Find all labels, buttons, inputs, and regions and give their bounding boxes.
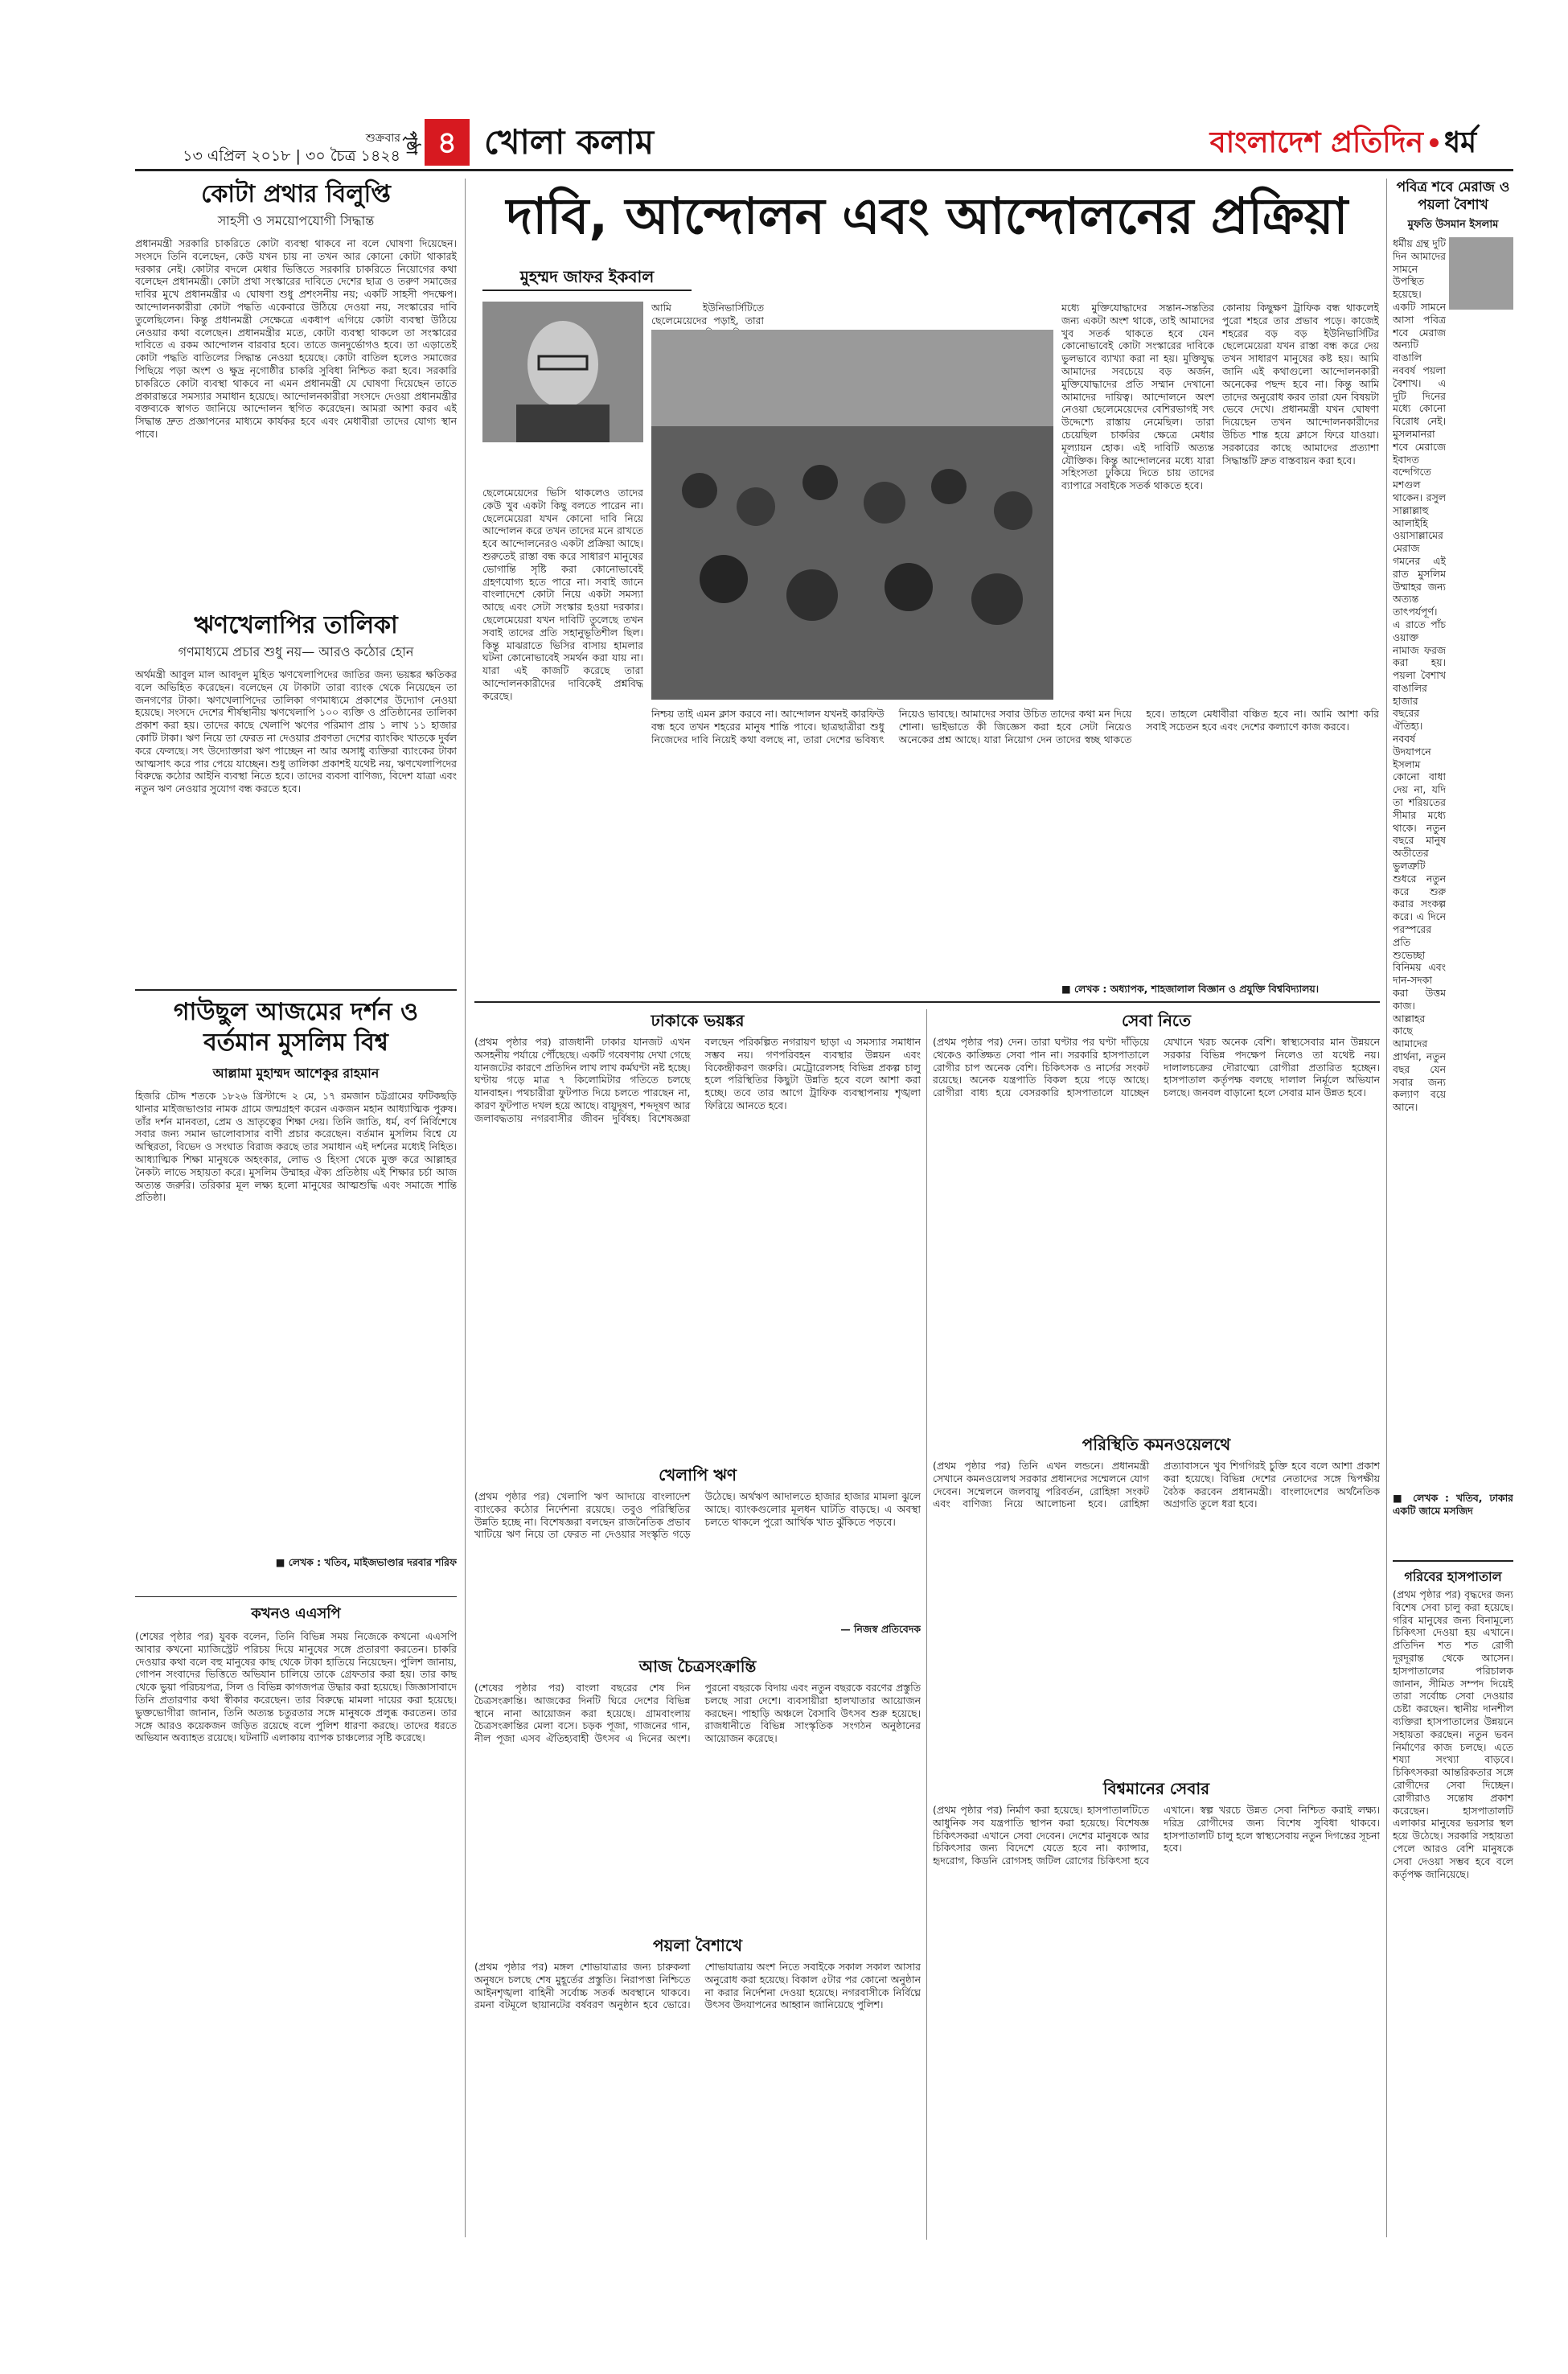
ssp-title: কখনও এএসপি: [251, 1605, 341, 1622]
poor-hospital-title: গরিবের হাসপাতাল: [1404, 1569, 1502, 1584]
main-article-lead: আমি ইউনিভার্সিটিতে ছেলেমেয়েদের পড়াই, তারা: [651, 302, 764, 327]
issue-day: শুক্রবার: [365, 132, 400, 145]
main-article-col3: কোনায় কিছুক্ষণ ট্রাফিক বন্ধ থাকলেই পুরো শহরে তার প্রভাব পড়ে। কাজেই শহরের বড় বড় ইউনিভার্সিটির ছেলেমেয়েরা যখন রাস্তা বন্ধ করে দেয় তখন সাধারণ মানুষের কষ্ট হয়। আমি জানি এই কথাগুলো আন্দোলনকারী অনেকের পছন্দ হবে না। কিন্তু আমি তাদের অনুরোধ করব তারা যেন বিষয়টা ভেবে দেখে। প্রধানমন্ত্রী যখন ঘোষণা দিয়েছেন তখন আন্দোলনকারীদের উচিত শান্ত হয়ে ক্লাসে ফিরে যাওয়া। সরকারের কাছে আমাদের প্রত্যাশা সিদ্ধান্তটি দ্রুত বাস্তবায়ন করা হবে।: [1222, 302, 1379, 466]
loan-body: অর্থমন্ত্রী আবুল মাল আবদুল মুহিত ঋণখেলাপিদের জাতির জন্য ভয়ঙ্কর ক্ষতিকর বলে অভিহিত করেছেন। বলেছেন যে টাকাটা তারা ব্যাংক থেকে নিয়েছেন তা জনগণের টাকা। ঋণখেলাপিদের তালিকা গণমাধ্যমে প্রকাশের উদ্যোগ নেওয়া হয়েছে। সংসদে দেশের শীর্ষস্থানীয় ঋণখেলাপি ১০০ ব্যক্তি ও প্রতিষ্ঠানের তালিকা প্রকাশ করা হয়। তাদের কাছে খেলাপি ঋণের পরিমাণ প্রায় ১ লাখ ১১ হাজার কোটি টাকা। ঋণ নিয়ে তা ফেরত না দেওয়ার প্রবণতা দেশের ব্যাংকিং খাতকে দুর্বল করে ফেলছে। সৎ উদ্যোক্তারা ঋণ পাচ্ছেন না আর অসাধু ব্যক্তিরা ব্যাংকের টাকা আত্মসাৎ করে পার পেয়ে যাচ্ছেন। শুধু তালিকা প্রকাশই যথেষ্ট নয়, ঋণখেলাপিদের বিরুদ্ধে কঠোর আইনি ব্যবস্থা নিতে হবে। তাদের ব্যবসা বাণিজ্য, বিদেশ যাত্রা এবং নতুন ঋণ নেওয়ার সুযোগ বন্ধ করতে হবে।: [135, 668, 457, 795]
page-number-box: [425, 119, 470, 166]
editorial-quota: [135, 179, 457, 605]
bishwa-title: বিশ্বমানের সেবার: [1102, 1779, 1210, 1798]
main-article-author-note: ■ লেখক : অধ্যাপক, শাহজালাল বিজ্ঞান ও প্রযুক্তি বিশ্ববিদ্যালয়।: [1061, 983, 1320, 995]
author-portrait-icon: [482, 302, 643, 442]
khelapi-title: খেলাপি ঋণ: [659, 1465, 737, 1485]
khelapi-body: (প্রথম পৃষ্ঠার পর) খেলাপি ঋণ আদায়ে বাংলাদেশ ব্যাংকের কঠোর নির্দেশনা রয়েছে। তবুও পরিস্থিতির উন্নতি হচ্ছে না। বিশেষজ্ঞরা বলছেন রাজনৈতিক প্রভাব খাটিয়ে ঋণ নিয়ে তা ফেরত না দেওয়ার সংস্কৃতি গড়ে উঠেছে। অর্থঋণ আদালতে হাজার হাজার মামলা ঝুলে আছে। ব্যাংকগুলোর মূলধন ঘাটতি বাড়ছে। এ অবস্থা চলতে থাকলে পুরো আর্থিক খাত ঝুঁকিতে পড়বে।: [474, 1490, 921, 1541]
main-article-col1: ছেলেমেয়েদের ভিসি থাকলেও তাদের কেউ খুব একটা কিছু বলতে পারেন না। ছেলেমেয়েরা যখন কোনো দাবি নিয়ে আন্দোলন করে তখন তাদের মনে রাখতে হবে আন্দোলনেরও একটা প্রক্রিয়া আছে। শুরুতেই রাস্তা বন্ধ করে সাধারণ মানুষের ভোগান্তি সৃষ্টি করা কোনোভাবেই গ্রহণযোগ্য হতে পারে না। সবাই জানে বাংলাদেশে কোটা নিয়ে একটা সমস্যা আছে এবং সেটা সংস্কার হওয়া দরকার। ছেলেমেয়েরা যখন দাবিটি তুলেছে তখন সবাই তাদের প্রতি সহানুভূতিশীল ছিল। কিন্তু মাঝরাতে ভিসির বাসায় হামলার ঘটনা কোনোভাবেই সমর্থন করা যায় না। যারা এই কাজটি করেছে তারা আন্দোলনকারীদের দাবিকেই প্রশ্নবিদ্ধ করেছে।: [482, 487, 643, 702]
main-article-byline: মুহম্মদ জাফর ইকবাল: [519, 267, 655, 286]
section-title: খোলা কলাম: [484, 122, 655, 162]
meraj-body: ধর্মীয় গ্রন্থ দুটি দিন আমাদের সামনে উপস্থিত হয়েছে। একটি সামনে আসা পবিত্র শবে মেরাজ অন্যটি বাঙালি নববর্ষ পয়লা বৈশাখ। এ দুটি দিনের মধ্যে কোনো বিরোধ নেই। মুসলমানরা শবে মেরাজে ইবাদত বন্দেগিতে মশগুল থাকেন। রসুল সাল্লাল্লাহু আলাইহি ওয়াসাল্লামের মেরাজ গমনের এই রাত মুসলিম উম্মাহর জন্য অত্যন্ত তাৎপর্যপূর্ণ। এ রাতে পাঁচ ওয়াক্ত নামাজ ফরজ করা হয়। পয়লা বৈশাখ বাঙালির হাজার বছরের ঐতিহ্য। নববর্ষ উদযাপনে ইসলাম কোনো বাধা দেয় না, যদি তা শরিয়তের সীমার মধ্যে থাকে। নতুন বছরে মানুষ অতীতের ভুলত্রুটি শুধরে নতুন করে শুরু করার সংকল্প করে। এ দিনে পরস্পরের প্রতি শুভেচ্ছা বিনিময় এবং দান-সদকা করা উত্তম কাজ। আল্লাহর কাছে আমাদের প্রার্থনা, নতুন বছর যেন সবার জন্য কল্যাণ বয়ে আনে।: [1393, 237, 1446, 1114]
article-poor-hospital: [1393, 1567, 1513, 2238]
chaitra-body: (শেষের পৃষ্ঠার পর) বাংলা বছরের শেষ দিন চৈত্রসংক্রান্তি। আজকের দিনটি ঘিরে দেশের বিভিন্ন স্থানে নানা আয়োজন করা হয়েছে। গ্রামবাংলায় চৈত্রসংক্রান্তির মেলা বসে। চড়ক পূজা, গাজনের গান, নীল পূজা এসব ঐতিহ্যবাহী উৎসব এ দিনের অংশ। পুরনো বছরকে বিদায় এবং নতুন বছরকে বরণের প্রস্তুতি চলছে সারা দেশে। ব্যবসায়ীরা হালখাতার আয়োজন করছেন। পাহাড়ি অঞ্চলে বৈসাবি উৎসব শুরু হয়েছে। রাজধানীতে বিভিন্ন সাংস্কৃতিক সংগঠন অনুষ্ঠানের আয়োজন করেছে।: [474, 1682, 921, 1745]
khelapi-note: — নিজস্ব প্রতিবেদক: [840, 1623, 921, 1635]
dhaka-body: (প্রথম পৃষ্ঠার পর) রাজধানী ঢাকার যানজট এখন অসহনীয় পর্যায়ে পৌঁছেছে। একটি গবেষণায় দেখা গেছে যানজটের কারণে প্রতিদিন লাখ লাখ কর্মঘণ্টা নষ্ট হচ্ছে। ঘণ্টায় গড়ে মাত্র ৭ কিলোমিটার গতিতে চলছে যানবাহন। পথচারীরা ফুটপাত দিয়ে চলতে পারছেন না, কারণ ফুটপাত দখল হয়ে আছে। বায়ুদূষণ, শব্দদূষণ আর জলাবদ্ধতায় নগরবাসীর জীবন দুর্বিষহ। বিশেষজ্ঞরা বলছেন পরিকল্পিত নগরায়ণ ছাড়া এ সমস্যার সমাধান সম্ভব নয়। গণপরিবহন ব্যবস্থার উন্নয়ন এবং বিকেন্দ্রীকরণ জরুরি। মেট্রোরেলসহ বিভিন্ন প্রকল্প চালু হলে পরিস্থিতির কিছুটা উন্নতি হবে বলে আশা করা হচ্ছে। তবে তার আগে ট্রাফিক ব্যবস্থাপনায় শৃঙ্খলা ফিরিয়ে আনতে হবে।: [474, 1036, 921, 1124]
column-separator-left: [465, 179, 466, 2237]
article-meraj: [1393, 179, 1513, 1554]
byline-rule: [482, 290, 692, 291]
article-ghausul: [135, 997, 457, 1592]
meraj-author-note: ■ লেখক : খতিব, ঢাকার একটি জামে মসজিদ: [1393, 1492, 1513, 1517]
ghausul-title-2: বর্তমান মুসলিম বিশ্ব: [203, 1029, 388, 1057]
loan-title: ঋণখেলাপির তালিকা: [194, 611, 398, 639]
divider-main: [474, 1001, 1380, 1003]
meraj-byline: মুফতি উসমান ইসলাম: [1407, 219, 1499, 231]
article-chaitra: [474, 1655, 921, 1928]
quota-body: প্রধানমন্ত্রী সরকারি চাকরিতে কোটা ব্যবস্থা থাকবে না বলে ঘোষণা দিয়েছেন। সংসদে তিনি বলেছেন, কেউ যখন চায় না তখন আর কোনো কোটা থাকারই দরকার নেই। কোটার বদলে মেধার ভিত্তিতে সরকারি চাকরিতে নিয়োগের কথা বলেছেন প্রধানমন্ত্রী। কোটা প্রথা সংস্কারের দাবিতে দেশের ছাত্র ও তরুণ সমাজের দাবির মুখে প্রধানমন্ত্রীর এ ঘোষণা শুধু প্রশংসনীয় নয়; একটি সাহসী পদক্ষেপ। আন্দোলনকারীরা কোটা পদ্ধতি একেবারে উঠিয়ে দেওয়া নয়, সংস্কারের দাবি তুলেছিলেন। কিন্তু প্রধানমন্ত্রী সেক্ষেত্রে একধাপ এগিয়ে কোটা ব্যবস্থা উঠিয়ে নেওয়ার কথা বলেছেন। প্রধানমন্ত্রীর মতে, কোটা ব্যবস্থা থাকলে তা সংস্কারের দাবিতে এ রকম আন্দোলন বারবার হবে। তাতে জনদুর্ভোগও হবে। তা এড়াতেই কোটা পদ্ধতি বাতিলের সিদ্ধান্ত নেওয়া হয়েছে। কোটা বাতিল হলেও সমাজের পিছিয়ে পড়া অংশ ও ক্ষুদ্র নৃগোষ্ঠীর চাকরি সুবিধা নিশ্চিত করা হবে। সরকারি চাকরিতে কোটা ব্যবস্থা থাকবে না এমন প্রধানমন্ত্রী যে ঘোষণা দিয়েছেন তাতে প্রকারান্তরে সমস্যার সমাধান হয়েছে। আন্দোলনকারীরা সংসদে দেওয়া প্রধানমন্ত্রীর বক্তব্যকে স্বাগত জানিয়ে আন্দোলন স্থগিত করেছেন। আমরা আশা করব এই সিদ্ধান্ত দ্রুত প্রজ্ঞাপনের মাধ্যমে কার্যকর হবে এবং মেধাবীরা তাদের যোগ্য স্থান পাবে।: [135, 237, 457, 440]
quota-subtitle: সাহসী ও সময়োপযোগী সিদ্ধান্ত: [217, 213, 375, 228]
ghausul-byline: আল্লামা মুহাম্মদ আশেকুর রাহমান: [212, 1066, 380, 1081]
ghausul-body: হিজরি চৌদ্দ শতকে ১৮২৬ খ্রিস্টাব্দে ২ মে, ১৭ রমজান চট্টগ্রামের ফটিকছড়ি থানার মাইজভাণ্ডার নামক গ্রামে জন্মগ্রহণ করেন একজন মহান আধ্যাত্মিক পুরুষ। তাঁর দর্শন মানবতা, প্রেম ও ভ্রাতৃত্বের শিক্ষা দেয়। তিনি জাতি, ধর্ম, বর্ণ নির্বিশেষে সবার জন্য সমান ভালোবাসার বাণী প্রচার করেছেন। বর্তমান মুসলিম বিশ্বে যে অস্থিরতা, বিভেদ ও সংঘাত বিরাজ করছে তার সমাধান এই দর্শনের মধ্যেই নিহিত। আধ্যাত্মিক শিক্ষা মানুষকে অহংকার, লোভ ও হিংসা থেকে মুক্ত করে আল্লাহর নৈকট্য লাভে সহায়তা করে। মুসলিম উম্মাহর ঐক্য প্রতিষ্ঠায় এই শিক্ষার চর্চা আজ অত্যন্ত জরুরি। তরিকার মূল লক্ষ্য হলো মানুষের আত্মশুদ্ধি এবং সমাজে শান্তি প্রতিষ্ঠা।: [135, 1090, 457, 1204]
author-photo: [482, 302, 643, 442]
commonwealth-title: পরিস্থিতি কমনওয়েলথে: [1082, 1435, 1231, 1454]
protest-photo: [651, 330, 1053, 700]
ghausul-author-note: ■ লেখক : খতিব, মাইজভাণ্ডার দরবার শরিফ: [275, 1556, 457, 1568]
pohela-title: পয়লা বৈশাখে: [652, 1936, 743, 1955]
article-commonwealth: [933, 1433, 1380, 1771]
dhaka-title: ঢাকাকে ভয়ঙ্কর: [651, 1011, 745, 1030]
article-dhaka: [474, 1009, 921, 1460]
crowd-photo-icon: [651, 330, 1053, 700]
editorial-loan: [135, 610, 457, 988]
article-ssp: [135, 1602, 457, 2229]
main-article-title: দাবি, আন্দোলন এবং আন্দোলনের প্রক্রিয়া: [506, 187, 1348, 245]
masthead: [0, 0, 1568, 169]
divider-left-1: [135, 989, 457, 991]
pohela-body: (প্রথম পৃষ্ঠার পর) মঙ্গল শোভাযাত্রার জন্য চারুকলা অনুষদে চলছে শেষ মুহূর্তের প্রস্তুতি। নিরাপত্তা নিশ্চিতে আইনশৃঙ্খলা বাহিনী সর্বোচ্চ সতর্ক অবস্থানে থাকবে। রমনা বটমূলে ছায়ানটের বর্ষবরণ অনুষ্ঠান হবে ভোরে। শোভাযাত্রায় অংশ নিতে সবাইকে সকাল সকাল আসার অনুরোধ করা হয়েছে। বিকাল ৫টার পর কোনো অনুষ্ঠান না করার নির্দেশনা দেওয়া হয়েছে। নগরবাসীকে নির্বিঘ্নে উৎসব উদযাপনের আহ্বান জানিয়েছে পুলিশ।: [474, 1961, 921, 2011]
seba-title: সেবা নিতে: [1122, 1011, 1191, 1030]
section-dot: [1430, 138, 1439, 147]
masthead-rule: [135, 169, 1513, 171]
issue-date: ১৩ এপ্রিল ২০১৮ | ৩০ চৈত্র ১৪২৪: [183, 147, 400, 165]
poor-hospital-body: (প্রথম পৃষ্ঠার পর) বৃদ্ধদের জন্য বিশেষ সেবা চালু করা হয়েছে। গরিব মানুষের জন্য বিনামূল্যে চিকিৎসা দেওয়া হয় এখানে। প্রতিদিন শত শত রোগী দূরদূরান্ত থেকে আসেন। হাসপাতালের পরিচালক জানান, সীমিত সম্পদ দিয়েই তারা সর্বোচ্চ সেবা দেওয়ার চেষ্টা করছেন। স্থানীয় দানশীল ব্যক্তিরা হাসপাতালের উন্নয়নে সহায়তা করছেন। নতুন ভবন নির্মাণের কাজ চলছে। এতে শয্যা সংখ্যা বাড়বে। চিকিৎসকরা আন্তরিকতার সঙ্গে রোগীদের সেবা দিচ্ছেন। রোগীরাও সন্তোষ প্রকাশ করেছেন। হাসপাতালটি এলাকার মানুষের ভরসার স্থল হয়ে উঠেছে। সরকারি সহায়তা পেলে আরও বেশি মানুষকে সেবা দেওয়া সম্ভব হবে বলে কর্তৃপক্ষ জানিয়েছে।: [1393, 1588, 1513, 1880]
article-seba: [933, 1009, 1380, 1427]
chaitra-title: আজ চৈত্রসংক্রান্তি: [638, 1657, 757, 1676]
quota-title: কোটা প্রথার বিলুপ্তি: [201, 180, 391, 208]
loan-subtitle: গণমাধ্যমে প্রচার শুধু নয়— আরও কঠোর হোন: [178, 644, 414, 659]
column-separator-mid: [926, 1009, 927, 2240]
divider-right: [1393, 1560, 1513, 1562]
ssp-body: (শেষের পৃষ্ঠার পর) যুবক বলেন, তিনি বিভিন্ন সময় নিজেকে কখনো এএসপি আবার কখনো ম্যাজিস্ট্রেট পরিচয় দিয়ে মানুষের সঙ্গে প্রতারণা করতেন। চাকরি দেওয়ার কথা বলে বহু মানুষের কাছ থেকে টাকা হাতিয়ে নিয়েছেন। পুলিশ জানায়, গোপন সংবাদের ভিত্তিতে অভিযান চালিয়ে তাকে গ্রেফতার করা হয়। তার কাছ থেকে ভুয়া পরিচয়পত্র, সিল ও বিভিন্ন কাগজপত্র উদ্ধার করা হয়েছে। জিজ্ঞাসাবাদে তিনি প্রতারণার কথা স্বীকার করেছেন। তার বিরুদ্ধে মামলা দায়ের করা হয়েছে। ভুক্তভোগীরা জানান, তিনি অত্যন্ত চতুরতার সঙ্গে মানুষকে প্রলুব্ধ করতেন। তার সঙ্গে আরও কয়েকজন জড়িত রয়েছে বলে পুলিশ ধারণা করছে। তাদের ধরতে অভিযান অব্যাহত রয়েছে। ঘটনাটি এলাকায় ব্যাপক চাঞ্চল্যের সৃষ্টি করেছে।: [135, 1630, 457, 1744]
page-label: পৃষ্ঠা: [403, 130, 420, 155]
divider-left-2: [135, 1596, 457, 1597]
article-khelapi: [474, 1464, 921, 1649]
column-separator-right: [1386, 179, 1387, 2237]
ghausul-title-1: গাউছুল আজমের দর্শন ও: [173, 998, 419, 1026]
paper-section: ধর্ম: [1444, 126, 1477, 159]
paper-name: বাংলাদেশ প্রতিদিন: [1209, 126, 1423, 159]
seba-body: (প্রথম পৃষ্ঠার পর) দেন। তারা ঘণ্টার পর ঘণ্টা দাঁড়িয়ে থেকেও কাঙ্ক্ষিত সেবা পান না। সরকারি হাসপাতালে রোগীর চাপ অনেক বেশি। চিকিৎসক ও নার্সের সংকট রয়েছে। অনেক যন্ত্রপাতি বিকল হয়ে পড়ে আছে। রোগীরা বাধ্য হয়ে বেসরকারি হাসপাতালে যাচ্ছেন যেখানে খরচ অনেক বেশি। স্বাস্থ্যসেবার মান উন্নয়নে সরকার বিভিন্ন পদক্ষেপ নিলেও তা যথেষ্ট নয়। দালালচক্রের দৌরাত্ম্যে রোগীরা প্রতারিত হচ্ছেন। হাসপাতাল কর্তৃপক্ষ বলছে দালাল নির্মূলে অভিযান চলছে। জনবল বাড়ানো হলে সেবার মান উন্নত হবে।: [933, 1036, 1380, 1099]
bishwa-body: (প্রথম পৃষ্ঠার পর) নির্মাণ করা হয়েছে। হাসপাতালটিতে আধুনিক সব যন্ত্রপাতি স্থাপন করা হয়েছে। বিশেষজ্ঞ চিকিৎসকরা এখানে সেবা দেবেন। দেশের মানুষকে আর চিকিৎসার জন্য বিদেশে যেতে হবে না। ক্যান্সার, হৃদরোগ, কিডনি রোগসহ জটিল রোগের চিকিৎসা হবে এখানে। স্বল্প খরচে উন্নত সেবা নিশ্চিত করাই লক্ষ্য। দরিদ্র রোগীদের জন্য বিশেষ সুবিধা থাকবে। হাসপাতালটি চালু হলে স্বাস্থ্যসেবায় নতুন দিগন্তের সূচনা হবে।: [933, 1804, 1380, 1867]
article-bishwa: [933, 1777, 1380, 2240]
article-pohela: [474, 1934, 921, 2240]
meraj-author-photo: [1449, 237, 1513, 310]
main-article-lower: নিশ্চয় তাই এমন ক্লাস করবে না। আন্দোলন যখনই কারফিউ বন্ধ হবে তখন শহরের মানুষ শান্তি পাবে। ছাত্রছাত্রীরা শুধু নিজেদের দাবি নিয়েই কথা বলছে না, তারা দেশের ভবিষ্যৎ নিয়েও ভাবছে। আমাদের সবার উচিত তাদের কথা মন দিয়ে শোনা। ভাইভাতে কী জিজ্ঞেস করা হবে সেটা নিয়েও অনেকের প্রশ্ন আছে। যারা নিয়োগ দেন তাদের স্বচ্ছ থাকতে হবে। তাহলে মেধাবীরা বঞ্চিত হবে না। আমি আশা করি সবাই সচেতন হবে এবং দেশের কল্যাণে কাজ করবে।: [651, 708, 1379, 745]
meraj-title: পবিত্র শবে মেরাজ ও পয়লা বৈশাখ: [1396, 179, 1510, 213]
commonwealth-body: (প্রথম পৃষ্ঠার পর) তিনি এখন লন্ডনে। প্রধানমন্ত্রী সেখানে কমনওয়েলথ সরকার প্রধানদের সম্মেলনে যোগ দেবেন। সম্মেলনে জলবায়ু পরিবর্তন, রোহিঙ্গা সংকট এবং বাণিজ্য নিয়ে আলোচনা হবে। রোহিঙ্গা প্রত্যাবাসনে খুব শিগগিরই চুক্তি হবে বলে আশা প্রকাশ করা হয়েছে। বিভিন্ন দেশের নেতাদের সঙ্গে দ্বিপক্ষীয় বৈঠক করবেন প্রধানমন্ত্রী। বাংলাদেশের অর্থনৈতিক অগ্রগতি তুলে ধরা হবে।: [933, 1460, 1380, 1510]
main-article-col2: মধ্যে মুক্তিযোদ্ধাদের সন্তান-সন্ততির জন্য একটা অংশ থাকে, তাই আমাদের খুব সতর্ক থাকতে হবে যেন কোনোভাবেই কোটা সংস্কারের দাবিকে ভুলভাবে ব্যাখ্যা করা না হয়। মুক্তিযুদ্ধ আমাদের সবচেয়ে বড় অর্জন, মুক্তিযোদ্ধাদের প্রতি সম্মান দেখানো আমাদের দায়িত্ব। আন্দোলনে অংশ নেওয়া ছেলেমেয়েদের বেশিরভাগই সৎ উদ্দেশ্যে রাস্তায় নেমেছিল। তারা চেয়েছিল চাকরির ক্ষেত্রে মেধার মূল্যায়ন হোক। এই দাবিটি অত্যন্ত যৌক্তিক। কিন্তু আন্দোলনের মধ্যে যারা সহিংসতা ঢুকিয়ে দিতে চায় তাদের ব্যাপারে সবাইকে সতর্ক থাকতে হবে।: [1061, 302, 1214, 492]
page-number: ৪: [437, 125, 458, 160]
